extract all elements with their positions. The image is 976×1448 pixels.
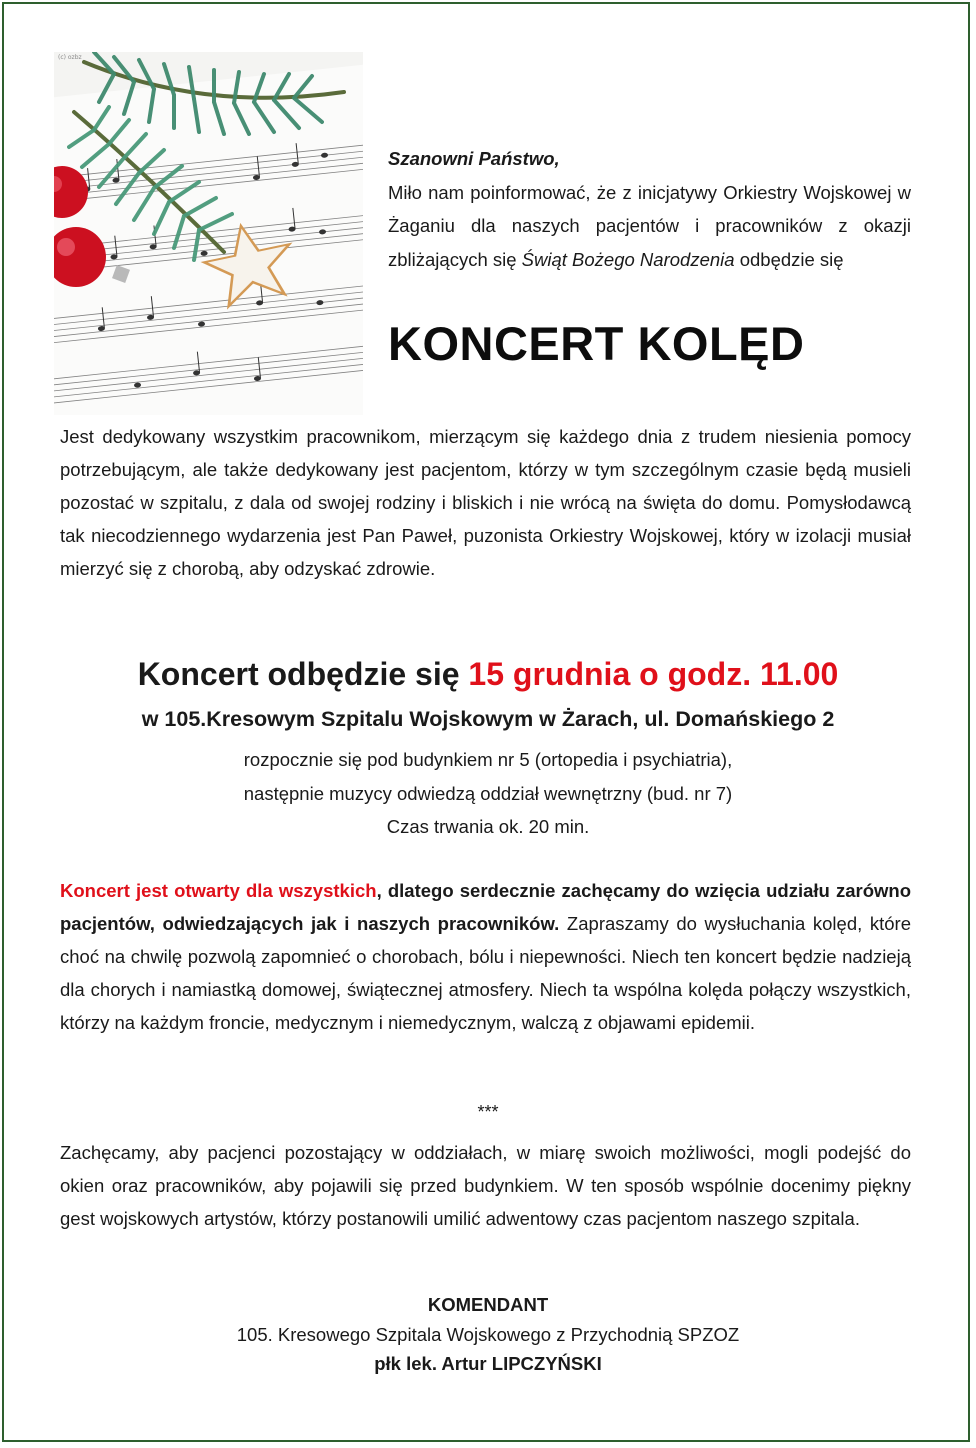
photo-copyright: (c) ozbz — [58, 54, 82, 61]
event-date-prefix: Koncert odbędzie się — [137, 656, 469, 692]
open-to-all-text: Koncert jest otwarty dla wszystkich — [60, 880, 377, 901]
event-duration: Czas trwania ok. 20 min. — [386, 816, 590, 837]
greeting-text: Miło nam poinformować, że z inicjatywy Orkiestry Wojskowej w Żaganiu dla naszych pacjentów i pracowników z okazji zbliżających się — [388, 181, 911, 270]
page-title: KONCERT KOLĘD — [388, 317, 805, 370]
holiday-name: Świąt Bożego Narodzenia — [521, 248, 735, 270]
sheet-music-illustration — [54, 52, 363, 415]
invitation-text: Zapraszamy do wysłuchania kolęd, które choć na chwilę pozwolą zapomnieć o chorobach, bólu i niepewności. Niech ten koncert będzie nadzieją dla chorych i namiastką domowej, świątecznej atmosfery. Niech ta wspólna kolęda połączy wszystkich, którzy na każdym froncie, medycznym i niemedycznym, walczą z objawami epidemii. — [60, 913, 911, 1033]
event-date-heading — [0, 656, 976, 693]
event-detail-2: następnie muzycy odwiedzą oddział wewnętrzny (bud. nr 7) — [243, 783, 733, 804]
invitation-bold-text: , dlatego serdecznie zachęcamy do wzięcia udziału zarówno pacjentów, odwiedzających jak i naszych pracowników. — [60, 880, 911, 934]
dedication-paragraph: Jest dedykowany wszystkim pracownikom, mierzącym się każdego dnia z trudem niesienia pomocy potrzebującym, ale także dedykowany jest pacjentom, którzy w tym szczególnym czasie będą musieli pozostać w szpitalu, z dala od swojej rodziny i bliskich i nie wrócą na święta do domu. Pomysłodawcą tak niecodziennego wydarzenia jest Pan Paweł, puzonista Orkiestry Wojskowej, który w izolacji musiał mierzyć się z chorobą, aby odzyskać zdrowie. — [60, 426, 911, 579]
salutation: Szanowni Państwo, — [388, 148, 560, 169]
signature-role: KOMENDANT — [427, 1294, 549, 1315]
invitation-paragraph — [60, 874, 911, 1039]
signature-name: płk lek. Artur LIPCZYŃSKI — [374, 1353, 602, 1374]
event-date: 15 grudnia o godz. 11.00 — [468, 656, 839, 692]
christmas-photo — [54, 52, 363, 415]
event-location: w 105.Kresowym Szpitalu Wojskowym w Żarach, ul. Domańskiego 2 — [141, 707, 835, 731]
encouragement-paragraph: Zachęcamy, aby pacjenci pozostający w oddziałach, w miarę swoich możliwości, mogli podejść do okien oraz pracowników, aby pojawili się przed budynkiem. W ten sposób wspólnie docenimy piękny gest wojskowych artystów, którzy postanowili umilić adwentowy czas pacjentom naszego szpitala. — [60, 1142, 911, 1229]
separator: *** — [477, 1102, 499, 1122]
greeting-text-end: odbędzie się — [734, 248, 844, 270]
greeting-block — [388, 142, 911, 276]
event-detail-1: rozpocznie się pod budynkiem nr 5 (ortopedia i psychiatria), — [243, 749, 733, 770]
signature-institution: 105. Kresowego Szpitala Wojskowego z Przychodnią SPZOZ — [236, 1324, 740, 1345]
